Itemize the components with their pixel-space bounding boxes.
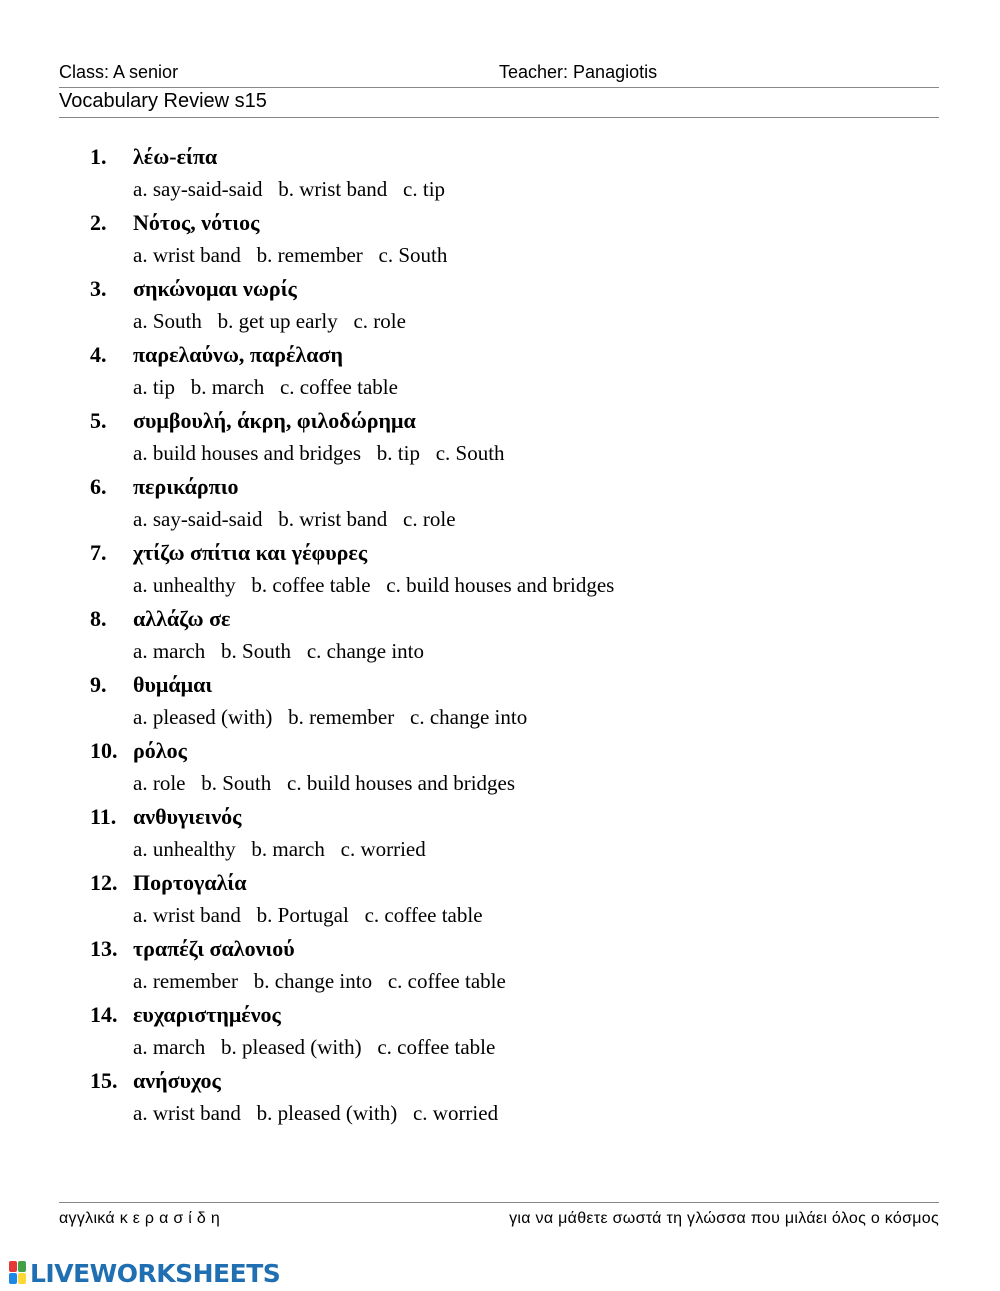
answer-option[interactable]: b. tip [376, 441, 420, 465]
question-item [90, 210, 950, 276]
answer-option[interactable]: a. remember [133, 969, 238, 993]
answer-option[interactable]: b. South [201, 771, 272, 795]
answer-option[interactable]: b. wrist band [278, 177, 388, 201]
question-item [90, 606, 950, 672]
answer-option[interactable]: b. march [251, 837, 325, 861]
answer-options [133, 177, 445, 202]
question-item [90, 276, 950, 342]
answer-option[interactable]: b. get up early [217, 309, 338, 333]
answer-option[interactable]: c. change into [306, 639, 425, 663]
logo-icon [9, 1261, 27, 1285]
question-word: σηκώνομαι νωρίς [133, 276, 297, 301]
answer-option[interactable]: c. role [403, 507, 456, 531]
worksheet-header [59, 62, 939, 84]
answer-options [133, 705, 527, 730]
footer-right-text: για να μάθετε σωστά τη γλώσσα που μιλάει όλος ο κόσμος [509, 1210, 939, 1227]
answer-option[interactable]: a. say-said-said [133, 507, 263, 531]
question-number: 2. [90, 210, 107, 235]
question-item [90, 936, 950, 1002]
answer-option[interactable]: b. march [190, 375, 265, 399]
question-list [90, 144, 950, 1134]
question-word: ευχαριστημένος [133, 1002, 281, 1027]
liveworksheets-logo[interactable] [9, 1259, 280, 1287]
question-number: 14. [90, 1002, 118, 1027]
question-word: χτίζω σπίτια και γέφυρες [133, 540, 368, 565]
question-word: θυμάμαι [133, 672, 213, 697]
question-number: 7. [90, 540, 107, 565]
answer-option[interactable]: c. South [435, 441, 505, 465]
answer-options [133, 1101, 498, 1126]
answer-option[interactable]: a. wrist band [133, 1101, 241, 1125]
answer-options [133, 507, 456, 532]
question-number: 1. [90, 144, 107, 169]
class-label: Class: A senior [59, 62, 179, 82]
question-word: Νότος, νότιος [133, 210, 260, 235]
answer-options [133, 969, 506, 994]
question-word: ρόλος [133, 738, 187, 763]
answer-option[interactable]: c. South [378, 243, 448, 267]
question-number: 4. [90, 342, 107, 367]
answer-option[interactable]: a. unhealthy [133, 573, 236, 597]
answer-option[interactable]: a. build houses and bridges [133, 441, 362, 465]
question-word: συμβουλή, άκρη, φιλοδώρημα [133, 408, 416, 433]
answer-option[interactable]: c. coffee table [364, 903, 483, 927]
question-item [90, 474, 950, 540]
question-word: τραπέζι σαλονιού [133, 936, 295, 961]
question-item [90, 1002, 950, 1068]
answer-option[interactable]: b. coffee table [251, 573, 371, 597]
question-number: 13. [90, 936, 118, 961]
question-word: ανήσυχος [133, 1068, 221, 1093]
question-number: 15. [90, 1068, 118, 1093]
answer-option[interactable]: b. wrist band [278, 507, 388, 531]
answer-options [133, 441, 505, 466]
answer-option[interactable]: c. tip [403, 177, 446, 201]
answer-option[interactable]: c. role [353, 309, 406, 333]
question-number: 6. [90, 474, 107, 499]
question-item [90, 870, 950, 936]
answer-options [133, 639, 424, 664]
answer-option[interactable]: c. build houses and bridges [386, 573, 615, 597]
question-word: Πορτογαλία [133, 870, 247, 895]
answer-option[interactable]: b. remember [256, 243, 363, 267]
answer-options [133, 1035, 495, 1060]
question-word: αλλάζω σε [133, 606, 231, 631]
answer-option[interactable]: c. worried [340, 837, 426, 861]
answer-option[interactable]: c. build houses and bridges [287, 771, 516, 795]
answer-option[interactable]: c. worried [412, 1101, 499, 1125]
question-item [90, 408, 950, 474]
question-word: περικάρπιο [133, 474, 239, 499]
question-item [90, 144, 950, 210]
question-item [90, 342, 950, 408]
answer-option[interactable]: b. South [221, 639, 292, 663]
answer-options [133, 375, 398, 400]
answer-options [133, 243, 447, 268]
answer-option[interactable]: a. South [133, 309, 202, 333]
answer-option[interactable]: c. coffee table [387, 969, 506, 993]
answer-option[interactable]: a. tip [133, 375, 175, 399]
question-number: 9. [90, 672, 107, 697]
answer-option[interactable]: b. pleased (with) [221, 1035, 362, 1059]
answer-options [133, 771, 515, 796]
logo-text: LIVEWORKSHEETS [30, 1258, 281, 1288]
answer-options [133, 837, 426, 862]
answer-option[interactable]: b. remember [288, 705, 395, 729]
question-word: ανθυγιεινός [133, 804, 242, 829]
answer-option[interactable]: c. change into [410, 705, 528, 729]
question-word: λέω-είπα [133, 144, 218, 169]
question-number: 10. [90, 738, 118, 763]
question-number: 11. [90, 804, 117, 829]
answer-options [133, 573, 614, 598]
answer-option[interactable]: a. march [133, 1035, 206, 1059]
question-number: 3. [90, 276, 107, 301]
question-item [90, 738, 950, 804]
answer-option[interactable]: c. coffee table [279, 375, 398, 399]
teacher-label: Teacher: Panagiotis [499, 62, 658, 82]
answer-option[interactable]: a. role [133, 771, 186, 795]
answer-options [133, 903, 483, 928]
worksheet-title: Vocabulary Review s15 [59, 90, 267, 112]
answer-option[interactable]: b. pleased (with) [256, 1101, 398, 1125]
answer-option[interactable]: a. unhealthy [133, 837, 236, 861]
footer-divider [59, 1202, 939, 1203]
question-item [90, 804, 950, 870]
question-number: 8. [90, 606, 107, 631]
question-item [90, 1068, 950, 1134]
question-number: 5. [90, 408, 107, 433]
question-item [90, 540, 950, 606]
answer-option[interactable]: a. say-said-said [133, 177, 263, 201]
answer-option[interactable]: c. coffee table [377, 1035, 496, 1059]
answer-option[interactable]: a. wrist band [133, 243, 241, 267]
question-number: 12. [90, 870, 118, 895]
answer-option[interactable]: a. pleased (with) [133, 705, 273, 729]
answer-option[interactable]: b. change into [253, 969, 373, 993]
answer-option[interactable]: a. wrist band [133, 903, 241, 927]
header-divider-bottom [59, 117, 939, 118]
footer-left-text: αγγλικά κ ε ρ α σ ί δ η [59, 1210, 221, 1227]
answer-options [133, 309, 406, 334]
answer-option[interactable]: b. Portugal [256, 903, 349, 927]
header-divider-top [59, 87, 939, 88]
question-item [90, 672, 950, 738]
answer-option[interactable]: a. march [133, 639, 206, 663]
question-word: παρελαύνω, παρέλαση [133, 342, 343, 367]
